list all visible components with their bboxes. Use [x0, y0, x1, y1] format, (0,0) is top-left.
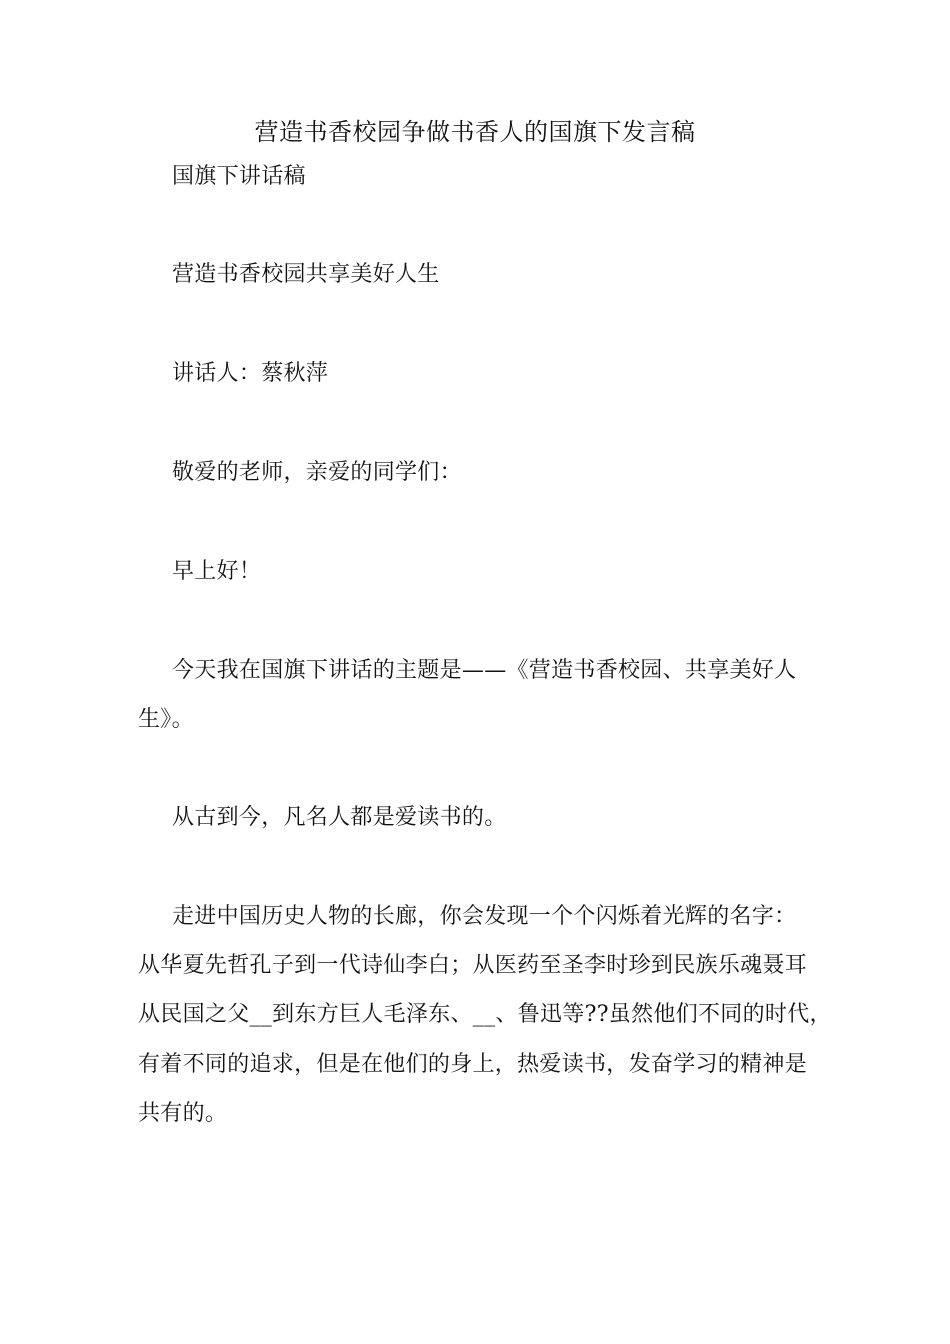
paragraph-6-line-1: 今天我在国旗下讲话的主题是——《营造书香校园、共享美好人 — [172, 658, 797, 683]
paragraph-2-line-1: 营造书香校园共享美好人生 — [172, 262, 440, 287]
paragraph-8-line-2: 从华夏先哲孔子到一代诗仙李白；从医药至圣李时珍到民族乐魂聂耳 — [138, 953, 808, 978]
paragraph-3-line-1: 讲话人：蔡秋萍 — [172, 361, 329, 386]
paragraph-6-line-2: 生》。 — [138, 707, 194, 732]
paragraph-8-line-3: 从民国之父__到东方巨人毛泽东、__、鲁迅等??虽然他们不同的时代， — [138, 1002, 832, 1027]
paragraph-8-line-1: 走进中国历史人物的长廊，你会发现一个个闪烁着光辉的名字： — [172, 904, 797, 929]
paragraph-7-line-1: 从古到今，凡名人都是爱读书的。 — [172, 805, 507, 830]
paragraph-4-line-1: 敬爱的老师，亲爱的同学们： — [172, 460, 462, 485]
paragraph-8-line-4: 有着不同的追求，但是在他们的身上，热爱读书，发奋学习的精神是 — [138, 1052, 808, 1077]
document-title: 营造书香校园争做书香人的国旗下发言稿 — [254, 118, 696, 146]
paragraph-1-line-1: 国旗下讲话稿 — [172, 164, 306, 189]
paragraph-8-line-5: 共有的。 — [138, 1101, 228, 1126]
paragraph-5-line-1: 早上好！ — [172, 559, 262, 584]
